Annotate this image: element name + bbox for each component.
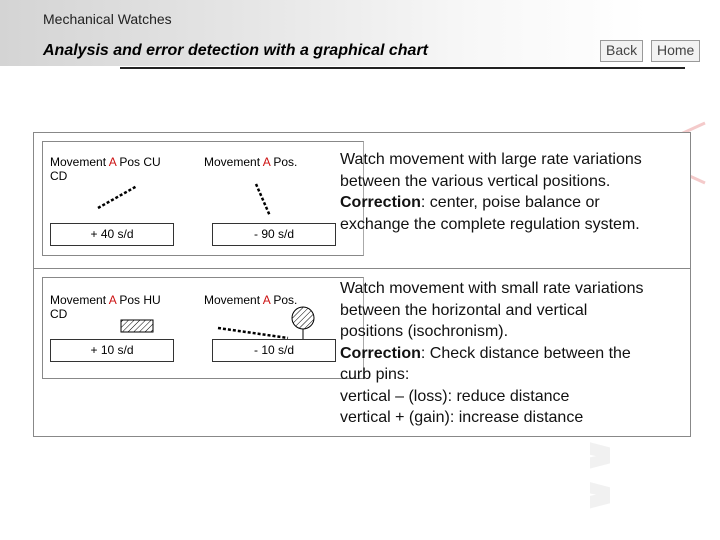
- description-small-variation: Watch movement with small rate variations between the horizontal and vertical positions (isochronism). Correction: Check distance between the curb pins: vertical – (loss): reduce distance vertical + (gain): increase distance: [340, 280, 644, 426]
- analysis-panel-small-variation: [33, 268, 691, 437]
- page-title: Analysis and error detection with a graphical chart: [43, 42, 428, 59]
- trace-diagram-pos-vertical: [248, 180, 278, 220]
- trace-diagram-pos-cu: [93, 182, 143, 212]
- chart-box-2: [42, 277, 364, 379]
- left-cell-label: Movement A Pos CU CD: [50, 155, 161, 183]
- rate-value-left: + 40 s/d: [50, 223, 174, 246]
- analysis-panel-large-variation: [33, 132, 691, 270]
- home-button[interactable]: Home: [651, 40, 700, 62]
- rate-value-right: - 90 s/d: [212, 223, 336, 246]
- hatched-block-icon: [119, 318, 159, 334]
- right-cell-label: Movement A Pos.: [204, 155, 298, 169]
- description-large-variation: Watch movement with large rate variations between the various vertical positions. Correction: center, poise balance or exchange the complete regulation system.: [340, 151, 642, 233]
- rate-value-right: - 10 s/d: [212, 339, 336, 362]
- title-divider: [120, 67, 685, 69]
- app-title: Mechanical Watches: [43, 11, 172, 27]
- back-button[interactable]: Back: [600, 40, 643, 62]
- left-cell-label: Movement A Pos HU CD: [50, 293, 161, 321]
- right-cell-label: Movement A Pos.: [204, 293, 298, 307]
- chart-box-1: [42, 141, 364, 256]
- rate-value-left: + 10 s/d: [50, 339, 174, 362]
